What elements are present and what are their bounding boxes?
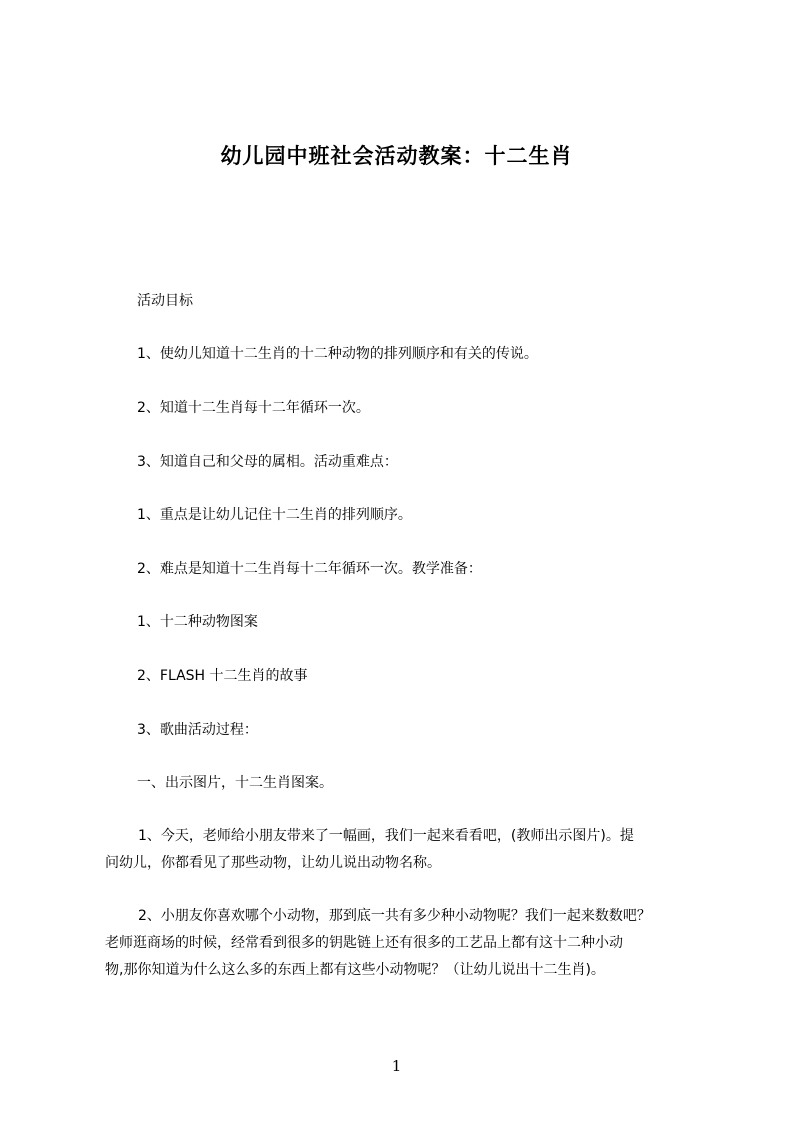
paragraph-step-1-line-1: 1、今天，老师给小朋友带来了一幅画，我们一起来看看吧，(教师出示图片)。提: [138, 828, 634, 844]
paragraph-activity-goals: 活动目标: [137, 293, 193, 309]
paragraph-prep-2: 2、FLASH 十二生肖的故事: [137, 668, 308, 684]
paragraph-step-1: [105, 823, 634, 877]
page-number: 1: [391, 1057, 402, 1075]
paragraph-step-2-line-2: 老师逛商场的时候，经常看到很多的钥匙链上还有很多的工艺品上都有这十二种小动: [105, 935, 623, 951]
paragraph-goal-2: 2、知道十二生肖每十二年循环一次。: [137, 400, 370, 416]
paragraph-step-2-line-3: 物,那你知道为什么这么多的东西上都有这些小动物呢？（让幼儿说出十二生肖)。: [105, 962, 605, 978]
paragraph-goal-3: 3、知道自己和父母的属相。活动重难点：: [137, 454, 398, 470]
paragraph-step-2-line-1: 2、小朋友你喜欢哪个小动物，那到底一共有多少种小动物呢？我们一起来数数吧？: [138, 908, 651, 924]
paragraph-difficult-point: 2、难点是知道十二生肖每十二年循环一次。教学准备：: [137, 561, 482, 577]
paragraph-prep-3: 3、歌曲活动过程：: [137, 722, 258, 738]
paragraph-goal-1: 1、使幼儿知道十二生肖的十二种动物的排列顺序和有关的传说。: [137, 346, 538, 362]
paragraph-prep-1: 1、十二种动物图案: [137, 614, 258, 630]
paragraph-step-2: [105, 903, 651, 984]
paragraph-section-one: 一、出示图片，十二生肖图案。: [137, 775, 333, 791]
paragraph-step-1-line-2: 问幼儿，你都看见了那些动物，让幼儿说出动物名称。: [105, 855, 441, 871]
paragraph-key-point: 1、重点是让幼儿记住十二生肖的排列顺序。: [137, 507, 412, 523]
document-title: 幼儿园中班社会活动教案：十二生肖: [220, 144, 573, 168]
